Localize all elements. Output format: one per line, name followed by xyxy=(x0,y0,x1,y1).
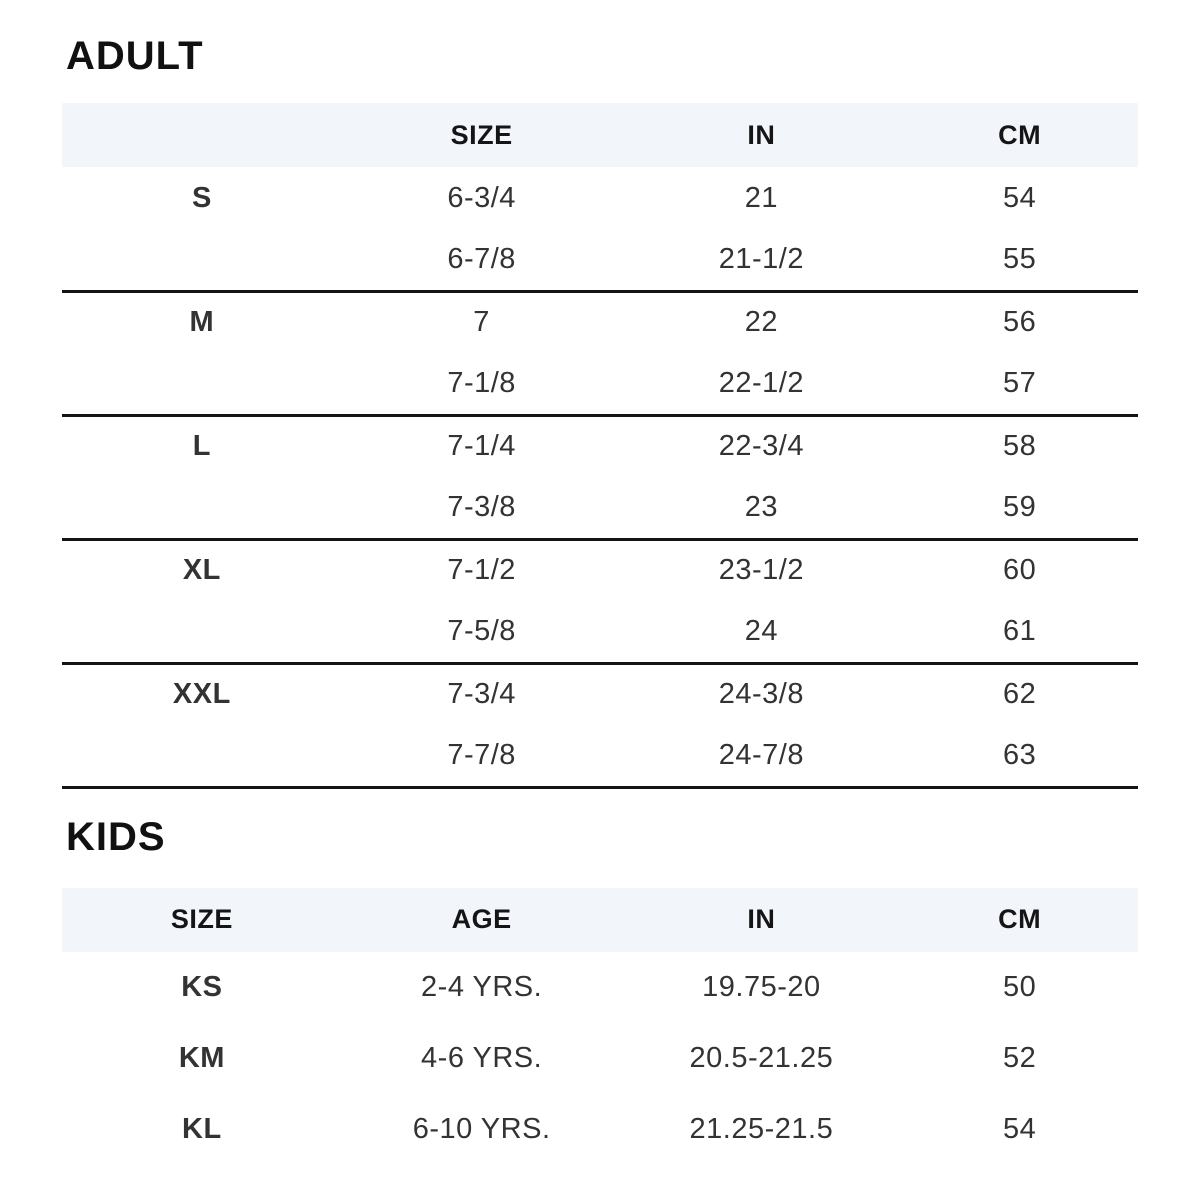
cell-in: 22 xyxy=(744,306,778,339)
cell-size: 7-5/8 xyxy=(447,614,516,647)
table-row xyxy=(62,353,1138,415)
cell-cm: 54 xyxy=(1002,1112,1037,1145)
cell-cm: 63 xyxy=(1002,738,1037,771)
table-row xyxy=(62,952,1138,1023)
adult-size-table xyxy=(62,103,1138,789)
adult-group-xxl xyxy=(62,663,1138,787)
adult-section xyxy=(62,34,1138,789)
cell-age: 4-6 YRS. xyxy=(421,1041,543,1074)
cell-in: 24 xyxy=(744,614,778,647)
cell-in: 24-7/8 xyxy=(718,738,804,771)
adult-group-l xyxy=(62,415,1138,539)
cell-size: 7-7/8 xyxy=(447,738,516,771)
cell-cm: 59 xyxy=(1002,490,1037,523)
cell-cm: 62 xyxy=(1002,678,1037,711)
adult-header-cm: CM xyxy=(901,103,1138,167)
size-label: M xyxy=(189,306,215,339)
adult-group-xl xyxy=(62,539,1138,663)
table-row xyxy=(62,167,1138,229)
cell-cm: 60 xyxy=(1002,554,1037,587)
size-label: L xyxy=(192,430,211,463)
cell-cm: 50 xyxy=(1002,970,1037,1003)
table-row xyxy=(62,1094,1138,1165)
table-row xyxy=(62,663,1138,725)
cell-in: 21-1/2 xyxy=(718,242,804,275)
adult-header-row xyxy=(62,103,1138,167)
cell-cm: 58 xyxy=(1002,430,1037,463)
adult-header-size: SIZE xyxy=(342,103,622,167)
cell-in: 21.25-21.5 xyxy=(689,1112,834,1145)
kids-section-title: KIDS xyxy=(66,814,166,859)
kids-header-row xyxy=(62,888,1138,952)
cell-size: 7-1/8 xyxy=(447,366,516,399)
cell-size: 7-3/4 xyxy=(447,678,516,711)
adult-group-m xyxy=(62,291,1138,415)
adult-header-blank xyxy=(62,103,342,167)
size-label-empty xyxy=(62,601,342,663)
cell-cm: 52 xyxy=(1002,1041,1037,1074)
size-label-empty xyxy=(62,353,342,415)
cell-cm: 61 xyxy=(1002,614,1037,647)
cell-in: 23 xyxy=(744,490,778,523)
cell-in: 23-1/2 xyxy=(718,554,804,587)
kids-section xyxy=(62,815,1138,1165)
table-row xyxy=(62,291,1138,353)
cell-cm: 56 xyxy=(1002,306,1037,339)
table-row xyxy=(62,415,1138,477)
cell-in: 24-3/8 xyxy=(718,678,804,711)
adult-header-in: IN xyxy=(622,103,902,167)
adult-group-s xyxy=(62,167,1138,291)
cell-cm: 54 xyxy=(1002,181,1037,214)
cell-cm: 55 xyxy=(1002,242,1037,275)
table-row xyxy=(62,601,1138,663)
kids-header-size: SIZE xyxy=(62,888,342,952)
kids-header-age: AGE xyxy=(342,888,622,952)
size-label-empty xyxy=(62,477,342,539)
kids-size-table xyxy=(62,888,1138,1165)
cell-in: 22-1/2 xyxy=(718,366,804,399)
cell-size: 7-1/2 xyxy=(447,554,516,587)
cell-size: 7-1/4 xyxy=(447,430,516,463)
cell-in: 19.75-20 xyxy=(702,970,821,1003)
cell-in: 20.5-21.25 xyxy=(689,1041,834,1074)
cell-size: 6-3/4 xyxy=(447,181,516,214)
table-row xyxy=(62,477,1138,539)
table-row xyxy=(62,539,1138,601)
cell-size: 6-7/8 xyxy=(447,242,516,275)
size-label-empty xyxy=(62,725,342,787)
cell-size: 7 xyxy=(473,306,490,339)
kids-header-cm: CM xyxy=(901,888,1138,952)
cell-age: 2-4 YRS. xyxy=(421,970,543,1003)
cell-age: 6-10 YRS. xyxy=(412,1112,551,1145)
adult-section-title: ADULT xyxy=(66,34,204,78)
table-row xyxy=(62,229,1138,291)
kids-header-in: IN xyxy=(622,888,902,952)
cell-in: 22-3/4 xyxy=(718,430,804,463)
size-label: XL xyxy=(182,554,221,587)
size-label: KM xyxy=(178,1041,225,1074)
size-label: S xyxy=(191,181,212,214)
table-row xyxy=(62,1023,1138,1094)
size-label-empty xyxy=(62,229,342,291)
cell-cm: 57 xyxy=(1002,366,1037,399)
size-label: XXL xyxy=(172,678,231,711)
cell-in: 21 xyxy=(744,181,778,214)
size-label: KL xyxy=(182,1112,222,1145)
table-row xyxy=(62,725,1138,787)
size-label: KS xyxy=(181,970,223,1003)
cell-size: 7-3/8 xyxy=(447,490,516,523)
